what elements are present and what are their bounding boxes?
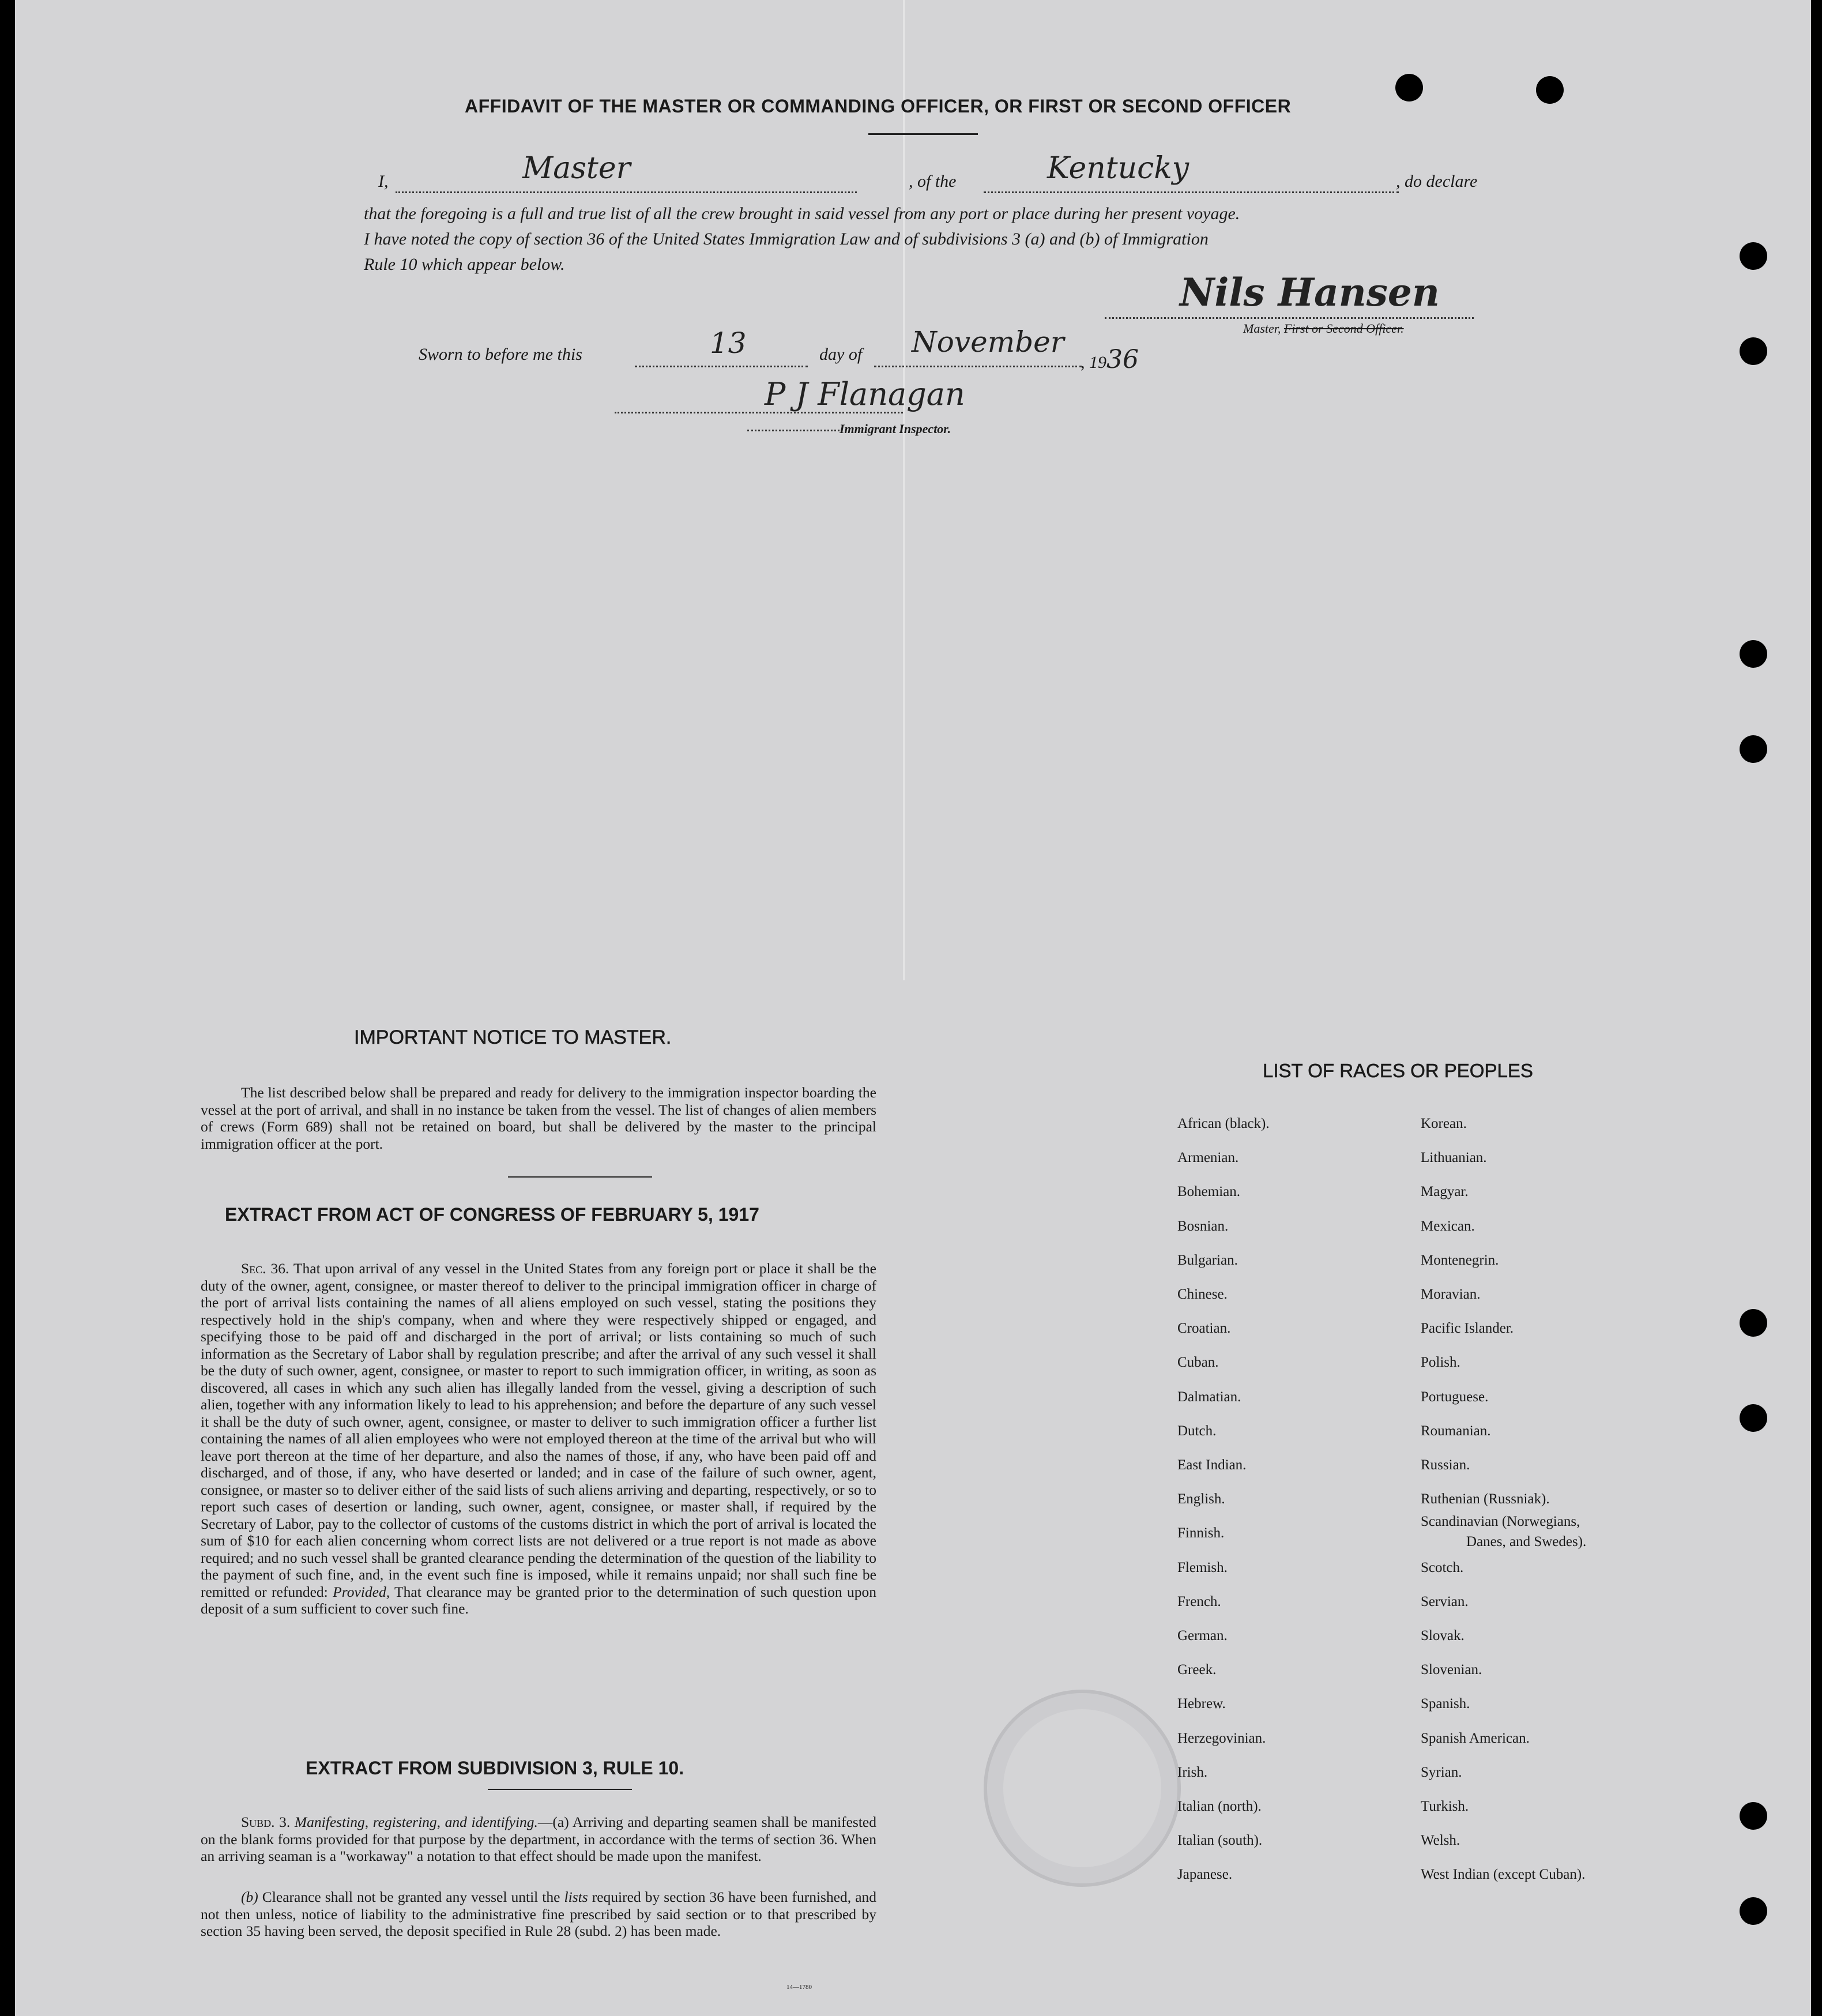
race-left-item: Cuban. (1177, 1355, 1219, 1371)
document-page (15, 0, 1811, 2016)
rule-divider (488, 1789, 632, 1790)
race-right-item: Russian. (1421, 1457, 1470, 1473)
race-left-item: Italian (north). (1177, 1799, 1262, 1814)
act-text-end: That clearance may be granted prior to the determination of such question upon deposit of a sum sufficient to cover such fine. (201, 1583, 877, 1617)
binder-hole (1740, 1309, 1767, 1337)
act-title: EXTRACT FROM ACT OF CONGRESS OF FEBRUARY 5, 1917 (225, 1204, 759, 1225)
notice-divider (508, 1176, 652, 1178)
race-left-item: Chinese. (1177, 1287, 1228, 1302)
binder-hole (1536, 76, 1564, 104)
race-left-item: Bosnian. (1177, 1218, 1229, 1234)
race-left-item: French. (1177, 1593, 1221, 1609)
act-provided: Provided, (333, 1583, 390, 1600)
declaration-line-4: Rule 10 which appear below. (364, 255, 565, 274)
officer-field (396, 151, 857, 193)
officer-handwritten: Master (522, 151, 631, 186)
race-right-item: Turkish. (1421, 1799, 1469, 1814)
sworn-month-field (874, 325, 1082, 367)
race-right-item: Roumanian. (1421, 1423, 1491, 1439)
races-title: LIST OF RACES OR PEOPLES (1263, 1060, 1533, 1081)
race-left-item: Bohemian. (1177, 1184, 1241, 1200)
race-right-item: Slovenian. (1421, 1662, 1482, 1678)
race-right-item: Scandinavian (Norwegians, (1421, 1514, 1580, 1530)
act-body (201, 1260, 876, 1618)
declaration-prefix: I, (378, 172, 389, 191)
rule-para-a-text: —(a) Arriving and departing seamen shall be manifested on the blank forms provided for that purpose by the department, in accordance with the terms of section 36. When an arriving seaman is a "workaway" a notation to that effect should be made upon the manifest. (201, 1814, 876, 1864)
binder-hole (1740, 735, 1767, 763)
vessel-handwritten: Kentucky (1047, 151, 1189, 186)
year-prefix: , 19 (1081, 353, 1106, 372)
race-right-item: Magyar. (1421, 1184, 1469, 1200)
race-left-item: Greek. (1177, 1662, 1217, 1678)
race-right-item: Mexican. (1421, 1218, 1475, 1234)
binder-hole (1740, 1802, 1767, 1830)
race-right-item: Korean. (1421, 1116, 1467, 1131)
race-left-item: Finnish. (1177, 1525, 1225, 1541)
rule-title: EXTRACT FROM SUBDIVISION 3, RULE 10. (306, 1758, 684, 1778)
sworn-prefix: Sworn to before me this (419, 345, 582, 364)
master-caption-struck: First or Second Officer. (1283, 321, 1404, 336)
master-signature: Nils Hansen (1180, 270, 1440, 315)
do-declare-label: , do declare (1396, 172, 1478, 191)
race-right-item: West Indian (except Cuban). (1421, 1867, 1586, 1883)
race-left-item: Herzegovinian. (1177, 1730, 1266, 1746)
race-right-item: Syrian. (1421, 1764, 1462, 1780)
vertical-fold (903, 0, 905, 980)
race-right-item: Spanish. (1421, 1696, 1470, 1712)
notice-body: The list described below shall be prepared and ready for delivery to the immigration inspector boarding the vessel at the port of arrival, and shall in no instance be taken from the vessel. The list of changes of alien members of crews (Form 689) shall not be retained on board, but shall be delivered by the master to the principal immigration officer at the port. (201, 1084, 876, 1152)
race-right-item: Slovak. (1421, 1628, 1465, 1643)
race-right-continuation: Danes, and Swedes). (1466, 1534, 1587, 1549)
vessel-field (984, 151, 1399, 193)
sworn-day-field (635, 326, 808, 367)
binder-hole (1395, 74, 1423, 101)
rule-para-a (201, 1814, 876, 1865)
race-left-item: Italian (south). (1177, 1833, 1263, 1849)
race-right-item: Spanish American. (1421, 1730, 1530, 1746)
act-text: That upon arrival of any vessel in the United States from any foreign port or place it shall be the duty of the owner, agent, consignee, or master thereof to deliver to the principal immigration officer in charge of the port of arrival lists containing the names of all aliens employed on such vessel, stating the positions they respectively hold in the ship's company, when and where they were respectively shipped or engaged, and specifying those to be paid off and discharged in the port of arrival; or lists containing so much of such information as the Secretary of Labor shall by regulation prescribe; and after the arrival of any such vessel it shall be the duty of such owner, agent, consignee, or master to report to such immigration officer, in writing, as soon as discovered, all cases in which any such alien has illegally landed from the vessel, giving a description of such alien, together with any information likely to lead to his apprehension; and before the departure of any such vessel it shall be the duty of such owner, agent, consignee, or master to deliver to such immigration officer a further list containing the names of all alien employees who were not employed thereon at the time of the arrival but who will leave port thereon at the time of her departure, and also the names of those, if any, who have been paid off and discharged, and of those, if any, who have deserted or landed; and in case of the failure of such owner, agent, consignee, or master so to deliver either of the said lists of such aliens arriving and departing, respectively, or so to report such cases of desertion or landing, such owner, agent, consignee, or master shall, if required by the Secretary of Labor, pay to the collector of customs of the customs district in which the port of arrival is located the sum of $10 for each alien concerning whom correct lists are not delivered or a true report is not made as above required; and no such vessel shall be granted clearance pending the determination of the question of the liability to the payment of such fine, and, in the event such fine is imposed, while it remains unpaid; nor shall such fine be remitted or refunded: (201, 1260, 876, 1600)
inspector-signature: P J Flanagan (765, 376, 965, 412)
race-right-item: Montenegrin. (1421, 1252, 1499, 1268)
notice-title: IMPORTANT NOTICE TO MASTER. (354, 1026, 672, 1048)
declaration-line-2: that the foregoing is a full and true list of all the crew brought in said vessel from any port or place during her present voyage. (364, 204, 1240, 223)
race-right-item: Ruthenian (Russniak). (1421, 1491, 1550, 1507)
sworn-day: 13 (710, 326, 747, 360)
race-right-item: Polish. (1421, 1355, 1460, 1371)
race-left-item: Irish. (1177, 1764, 1208, 1780)
race-left-item: Dalmatian. (1177, 1389, 1241, 1405)
race-left-item: English. (1177, 1491, 1225, 1507)
binder-hole (1740, 1897, 1767, 1925)
binder-hole (1740, 1404, 1767, 1432)
act-section-label: Sec. 36. (241, 1260, 289, 1277)
inspector-caption: Immigrant Inspector. (840, 422, 951, 436)
rule-subd-heading: Manifesting, registering, and identifying. (294, 1814, 538, 1830)
race-left-item: African (black). (1177, 1116, 1270, 1131)
rule-subd-label: Subd. 3. (241, 1814, 291, 1830)
affidavit-title: AFFIDAVIT OF THE MASTER OR COMMANDING OFFICER, OR FIRST OR SECOND OFFICER (465, 96, 1292, 116)
race-left-item: Croatian. (1177, 1321, 1231, 1337)
race-left-item: East Indian. (1177, 1457, 1247, 1473)
year-field (1081, 345, 1139, 374)
year-suffix: 36 (1106, 345, 1139, 374)
race-left-item: German. (1177, 1628, 1228, 1643)
title-divider (868, 133, 978, 135)
of-the-label: , of the (909, 172, 957, 191)
master-caption (1243, 321, 1404, 336)
race-right-item: Welsh. (1421, 1833, 1460, 1849)
day-of-label: day of (819, 345, 863, 364)
declaration-line-3: I have noted the copy of section 36 of the United States Immigration Law and of subdivisions 3 (a) and (b) of Immigration (364, 230, 1209, 249)
race-left-item: Japanese. (1177, 1867, 1233, 1883)
binder-hole (1740, 242, 1767, 270)
embossed-seal (984, 1690, 1181, 1887)
binder-hole (1740, 337, 1767, 365)
race-right-item: Scotch. (1421, 1559, 1464, 1575)
race-right-item: Servian. (1421, 1593, 1469, 1609)
race-left-item: Hebrew. (1177, 1696, 1226, 1712)
binder-hole (1740, 640, 1767, 668)
inspector-caption-leader (747, 424, 840, 431)
master-caption-prefix: Master, (1243, 321, 1281, 336)
race-left-item: Flemish. (1177, 1559, 1228, 1575)
race-right-item: Lithuanian. (1421, 1150, 1487, 1166)
race-right-item: Pacific Islander. (1421, 1321, 1514, 1337)
rule-para-b (201, 1889, 876, 1940)
rule-para-b-pre: Clearance shall not be granted any vessel until the (262, 1889, 560, 1905)
rule-para-b-lists: lists (564, 1889, 588, 1905)
race-left-item: Armenian. (1177, 1150, 1239, 1166)
race-left-item: Bulgarian. (1177, 1252, 1238, 1268)
rule-para-b-label: (b) (241, 1889, 258, 1905)
sworn-month: November (912, 325, 1064, 359)
race-right-item: Portuguese. (1421, 1389, 1489, 1405)
form-number: 14—1780 (786, 1984, 812, 1991)
race-right-item: Moravian. (1421, 1287, 1481, 1302)
race-left-item: Dutch. (1177, 1423, 1217, 1439)
rule-para-b-post: required by section 36 have been furnished, and not then unless, notice of liability to the administrative fine prescribed by said section or to that prescribed by section 35 having been served, the deposit specified in Rule 28 (subd. 2) has been made. (201, 1889, 877, 1939)
